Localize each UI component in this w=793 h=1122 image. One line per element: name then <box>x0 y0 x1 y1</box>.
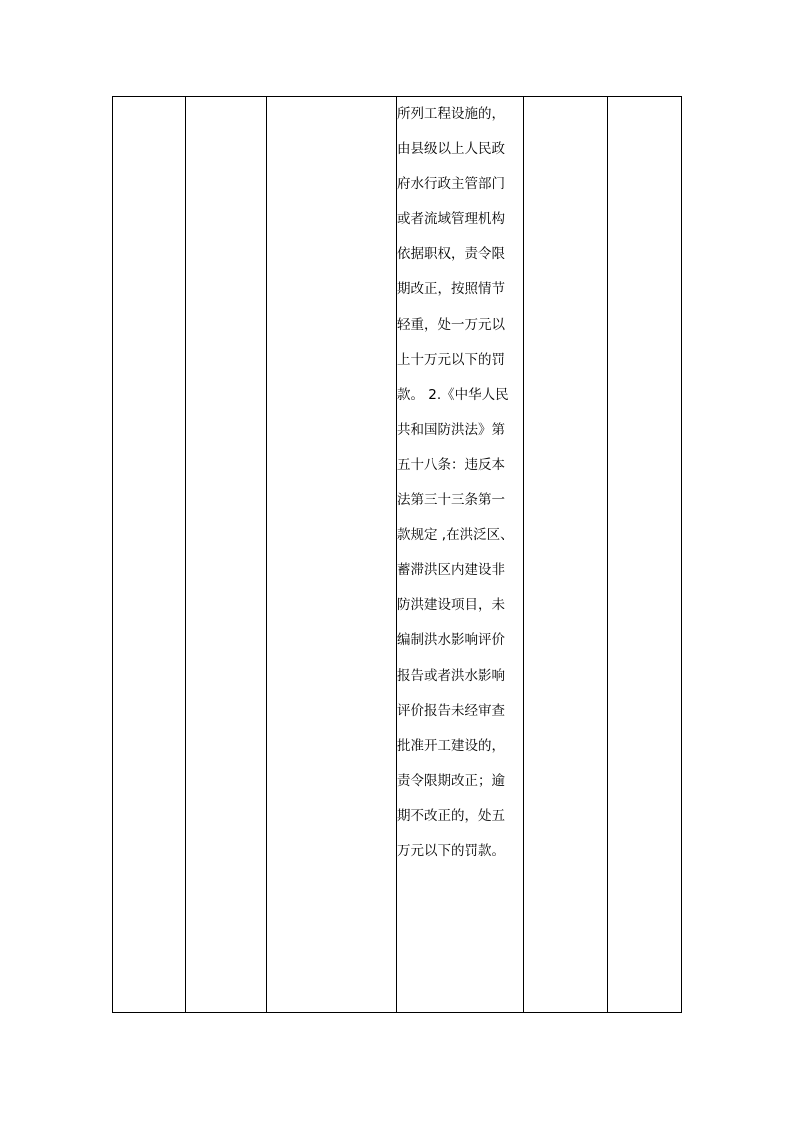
text-line: 依据职权，责令限 <box>397 246 505 263</box>
text-line: 府水行政主管部门 <box>397 176 505 193</box>
table-cell-col3 <box>267 97 397 1013</box>
text-line: 或者流域管理机构 <box>397 211 505 228</box>
text-line: 上十万元以下的罚 <box>397 351 505 368</box>
regulation-table <box>112 96 682 1013</box>
table-cell-col2 <box>186 97 267 1013</box>
text-line: 批准开工建设的， <box>397 737 505 754</box>
text-line: 防洪建设项目，未 <box>397 597 505 614</box>
table-row <box>113 97 682 1013</box>
text-line: 万元以下的罚款。 <box>397 842 505 859</box>
text-line: 款。 2.《中华人民 <box>397 386 509 403</box>
text-line: 共和国防洪法》第 <box>397 421 505 438</box>
text-line: 五十八条：违反本 <box>397 456 505 473</box>
text-line: 编制洪水影响评价 <box>397 632 505 649</box>
text-line: 款规定 ,在洪泛区、 <box>397 527 514 544</box>
table-cell-col1 <box>113 97 186 1013</box>
text-line: 评价报告未经审查 <box>397 702 505 719</box>
text-line: 期不改正的，处五 <box>397 807 505 824</box>
text-line: 责令限期改正；逾 <box>397 772 505 789</box>
legal-basis-cell <box>397 97 524 1013</box>
table-cell-col6 <box>608 97 682 1013</box>
text-line: 由县级以上人民政 <box>397 141 505 158</box>
text-line: 法第三十三条第一 <box>397 492 505 509</box>
text-line: 轻重，处一万元以 <box>397 316 505 333</box>
text-line: 报告或者洪水影响 <box>397 667 505 684</box>
text-line: 所列工程设施的， <box>397 106 505 122</box>
text-line: 期改正，按照情节 <box>397 281 505 298</box>
table-cell-col5 <box>524 97 608 1013</box>
text-line: 蓄滞洪区内建设非 <box>397 562 505 579</box>
